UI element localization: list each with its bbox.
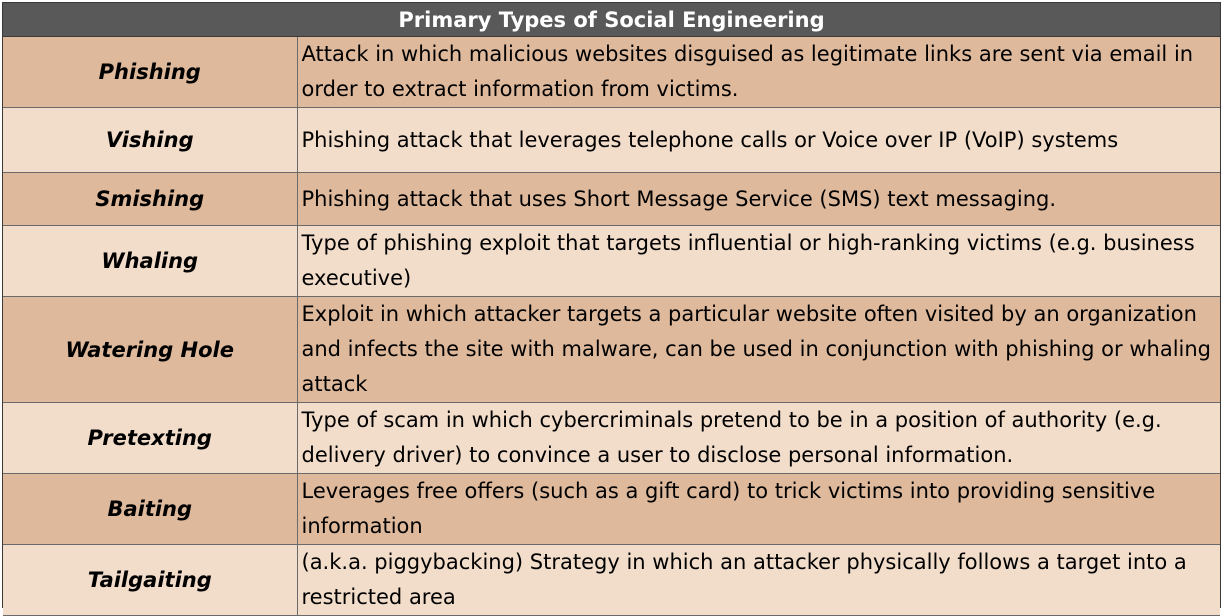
types-table — [3, 37, 1220, 616]
social-engineering-table — [2, 2, 1221, 608]
type-cell: Baiting — [3, 474, 297, 545]
description-cell: Phishing attack that leverages telephone calls or Voice over IP (VoIP) systems — [297, 108, 1220, 173]
table-row — [3, 474, 1220, 545]
table-row — [3, 545, 1220, 616]
description-cell: Phishing attack that uses Short Message Service (SMS) text messaging. — [297, 173, 1220, 226]
type-cell: Pretexting — [3, 403, 297, 474]
type-cell: Smishing — [3, 173, 297, 226]
type-cell: Watering Hole — [3, 297, 297, 403]
table-row — [3, 297, 1220, 403]
type-cell: Whaling — [3, 226, 297, 297]
table-title: Primary Types of Social Engineering — [3, 3, 1220, 37]
type-cell: Tailgaiting — [3, 545, 297, 616]
description-cell: Type of scam in which cybercriminals pretend to be in a position of authority (e.g. delivery driver) to convince a user to disclose personal information. — [297, 403, 1220, 474]
description-cell: Leverages free offers (such as a gift card) to trick victims into providing sensitive information — [297, 474, 1220, 545]
type-cell: Phishing — [3, 37, 297, 108]
description-cell: Exploit in which attacker targets a particular website often visited by an organization and infects the site with malware, can be used in conjunction with phishing or whaling attack — [297, 297, 1220, 403]
table-row — [3, 226, 1220, 297]
table-row — [3, 37, 1220, 108]
type-cell: Vishing — [3, 108, 297, 173]
table-row — [3, 173, 1220, 226]
description-cell: Attack in which malicious websites disguised as legitimate links are sent via email in order to extract information from victims. — [297, 37, 1220, 108]
table-row — [3, 403, 1220, 474]
description-cell: (a.k.a. piggybacking) Strategy in which an attacker physically follows a target into a restricted area — [297, 545, 1220, 616]
description-cell: Type of phishing exploit that targets influential or high-ranking victims (e.g. business executive) — [297, 226, 1220, 297]
table-row — [3, 108, 1220, 173]
